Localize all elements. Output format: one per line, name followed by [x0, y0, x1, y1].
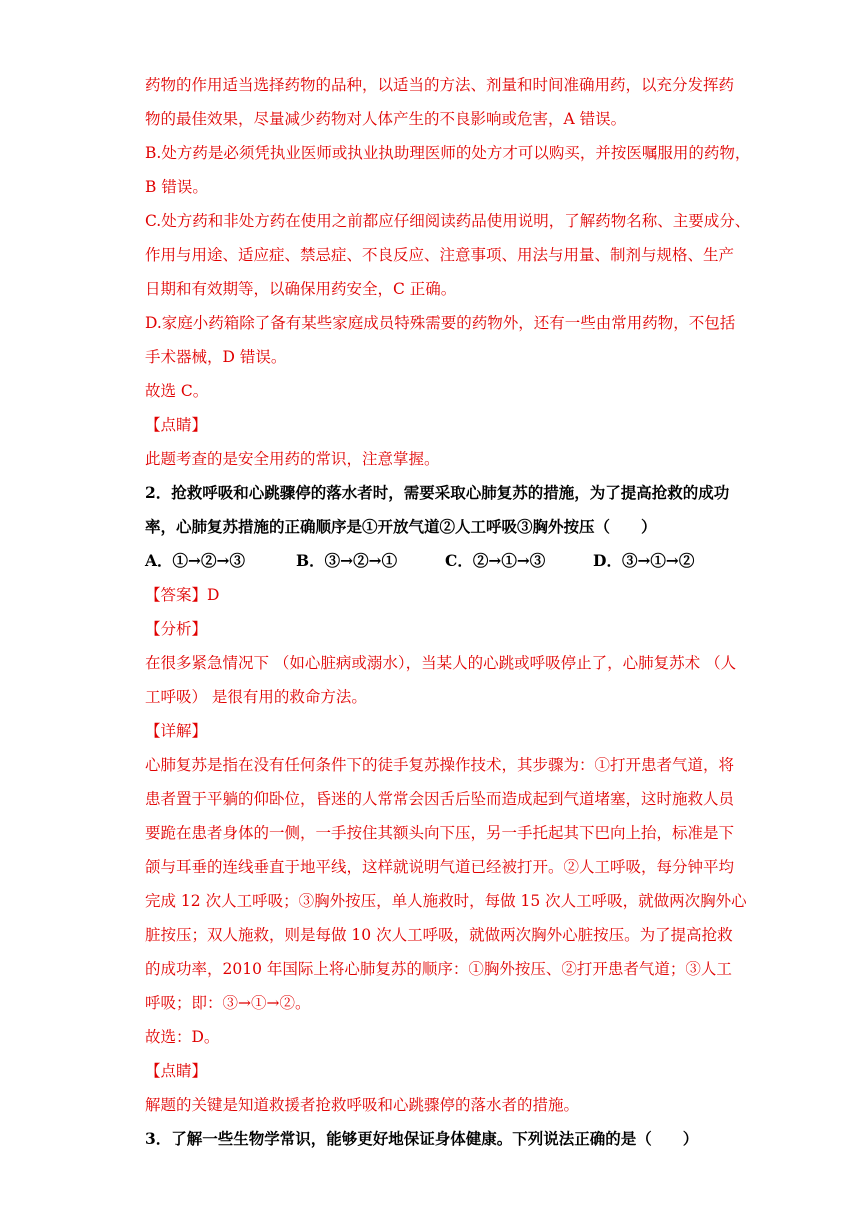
explanation-line-8: D.家庭小药箱除了备有某些家庭成员特殊需要的药物外，还有一些由常用药物，不包括 — [145, 314, 736, 332]
conclusion-c: 故选 C。 — [145, 382, 209, 400]
question-2-line-1: 2．抢救呼吸和心跳骤停的落水者时，需要采取心肺复苏的措施，为了提高抢救的成功 — [145, 483, 730, 502]
detail-line-2: 患者置于平躺的仰卧位，昏迷的人常常会因舌后坠而造成起到气道堵塞，这时施救人员 — [145, 790, 735, 808]
detail-line-3: 要跪在患者身体的一侧，一手按住其额头向下压，另一手托起其下巴向上抬，标准是下 — [145, 824, 735, 842]
analysis-line-1: 在很多紧急情况下 （如心脏病或溺水），当某人的心跳或呼吸停止了，心肺复苏术 （人 — [145, 654, 737, 672]
explanation-line-7: 日期和有效期等，以确保用药安全，C 正确。 — [145, 280, 457, 298]
explanation-line-6: 作用与用途、适应症、禁忌症、不良反应、注意事项、用法与用量、制剂与规格、生产 — [145, 246, 735, 264]
question-2-line-2: 率，心肺复苏措施的正确顺序是①开放气道②人工呼吸③胸外按压（ ） — [145, 517, 657, 536]
detail-line-7: 的成功率，2010 年国际上将心肺复苏的顺序：①胸外按压、②打开患者气道；③人工 — [145, 960, 732, 978]
explanation-line-4: B 错误。 — [145, 178, 208, 196]
detail-line-8: 呼吸；即：③→①→②。 — [145, 994, 311, 1012]
explanation-line-3: B.处方药是必须凭执业医师或执业执助理医师的处方才可以购买，并按医嘱服用的药物， — [145, 144, 751, 162]
analysis-line-2: 工呼吸） 是很有用的救命方法。 — [145, 688, 367, 706]
option-c: C．②→①→③ — [445, 551, 546, 570]
detail-line-6: 脏按压；双人施救，则是每做 10 次人工呼吸，就做两次胸外心脏按压。为了提高抢救 — [145, 926, 733, 944]
comment-label-1: 【点睛】 — [145, 416, 208, 434]
detail-line-4: 颌与耳垂的连线垂直于地平线，这样就说明气道已经被打开。②人工呼吸，每分钟平均 — [145, 858, 735, 876]
comment-text-1: 此题考查的是安全用药的常识，注意掌握。 — [145, 450, 440, 468]
detail-label: 【详解】 — [145, 722, 208, 740]
conclusion-d: 故选：D。 — [145, 1028, 220, 1046]
detail-line-5: 完成 12 次人工呼吸；③胸外按压，单人施救时，每做 15 次人工呼吸，就做两次胸外心 — [145, 892, 747, 910]
comment-label-2: 【点睛】 — [145, 1062, 208, 1080]
explanation-line-5: C.处方药和非处方药在使用之前都应仔细阅读药品使用说明，了解药物名称、主要成分、 — [145, 212, 751, 230]
answer: 【答案】D — [145, 586, 220, 604]
option-d: D．③→①→② — [593, 551, 695, 570]
analysis-label: 【分析】 — [145, 620, 208, 638]
option-b: B．③→②→① — [296, 551, 398, 570]
explanation-line-2: 物的最佳效果，尽量减少药物对人体产生的不良影响或危害，A 错误。 — [145, 110, 627, 128]
comment-text-2: 解题的关键是知道救援者抢救呼吸和心跳骤停的落水者的措施。 — [145, 1096, 580, 1114]
option-a: A．①→②→③ — [145, 551, 246, 570]
explanation-line-9: 手术器械，D 错误。 — [145, 348, 287, 366]
question-3-line-1: 3．了解一些生物学常识，能够更好地保证身体健康。下列说法正确的是（ ） — [145, 1129, 699, 1148]
detail-line-1: 心肺复苏是指在没有任何条件下的徒手复苏操作技术，其步骤为：①打开患者气道，将 — [145, 756, 735, 774]
explanation-line-1: 药物的作用适当选择药物的品种，以适当的方法、剂量和时间准确用药，以充分发挥药 — [145, 76, 735, 94]
